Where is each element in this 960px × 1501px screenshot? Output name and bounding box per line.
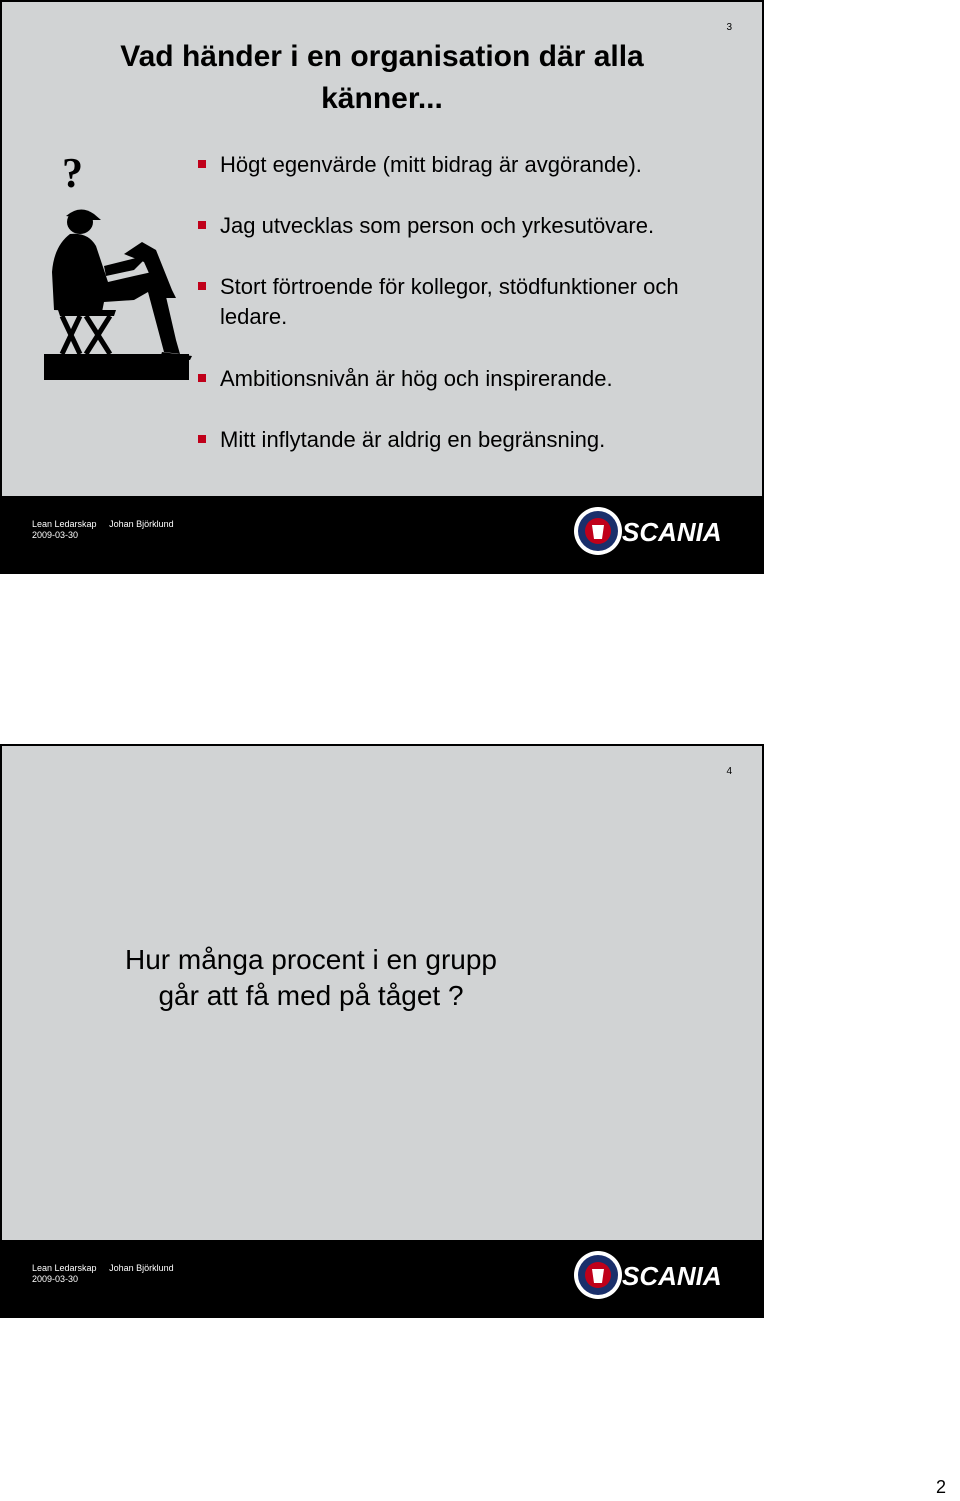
footer-date: 2009-03-30 <box>32 530 79 540</box>
slide-3 <box>0 0 764 574</box>
scania-logo <box>572 505 742 557</box>
page-number: 2 <box>935 1477 946 1497</box>
footer-author: Johan Björklund <box>109 519 174 529</box>
bullet-item: Jag utvecklas som person och yrkesutövare. <box>198 211 738 241</box>
slide-footer <box>2 496 762 572</box>
question-line: Hur många procent i en grupp <box>125 944 497 975</box>
bullet-item: Stort förtroende för kollegor, stödfunktioner och ledare. <box>198 272 738 332</box>
slide-footer <box>2 1240 762 1316</box>
slide-number: 3 <box>726 22 732 33</box>
footer-project: Lean Ledarskap <box>32 519 97 529</box>
scania-logo <box>572 1249 742 1301</box>
bullet-item: Högt egenvärde (mitt bidrag är avgörande). <box>198 150 738 180</box>
slide-title: Vad händer i en organisation där alla känner... <box>120 40 644 115</box>
svg-text:SCANIA: SCANIA <box>622 1261 722 1291</box>
bullet-item: Mitt inflytande är aldrig en begränsning. <box>198 425 738 455</box>
svg-text:SCANIA: SCANIA <box>622 517 722 547</box>
footer-date: 2009-03-30 <box>32 1274 79 1284</box>
footer-meta <box>32 519 184 541</box>
slide-4 <box>0 744 764 1318</box>
bullet-list <box>198 150 738 486</box>
footer-project: Lean Ledarskap <box>32 1263 97 1273</box>
footer-author: Johan Björklund <box>109 1263 174 1273</box>
question-mark: ? <box>62 151 83 197</box>
slide-number: 4 <box>726 766 732 777</box>
bullet-item: Ambitionsnivån är hög och inspirerande. <box>198 364 738 394</box>
question-line: går att få med på tåget ? <box>158 980 464 1011</box>
sitting-man-silhouette-icon <box>44 202 194 382</box>
footer-meta <box>32 1263 184 1285</box>
slide-question <box>2 942 766 1014</box>
